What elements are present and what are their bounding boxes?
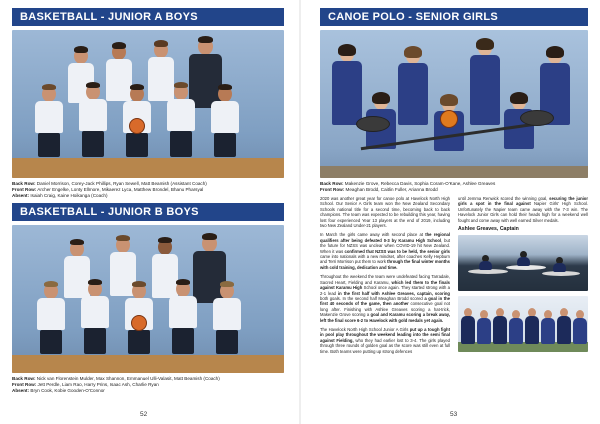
junior-a-absent: Isaiah Craig, Kaine Hoikanga (Coach) (30, 193, 108, 198)
article-paragraph: In March the girls came away with second place at the regional qualifiers after being defeated 0-3 by Karamu High School, but the future for NZSS was unclear when COVID-19 hit New Zealand. When it was confirmed that NZSS was to be held, the senior girls came into nationals with a new mindset, after coaches Kelly Hepburn and Terri Morrison put them to work through the final winter months with cold training, dedication and time. (320, 232, 451, 270)
caption-label: Back Row: (12, 376, 36, 381)
article-column-1 (320, 196, 450, 358)
junior-b-team-photo (12, 225, 284, 373)
junior-a-back-row: Daniel Morrison, Corey-Jack Phillips, Ryan Sewell, Matt Beamish (Assistant Coach) (36, 181, 207, 186)
canoe-polo-caption (320, 181, 588, 193)
right-page (320, 8, 588, 424)
caption-label: Absent: (12, 388, 30, 393)
book-spine (299, 0, 301, 424)
article-body (320, 196, 588, 358)
caption-label: Absent: (12, 193, 30, 198)
junior-a-team-photo (12, 30, 284, 178)
captain-photo-label: Ashlee Greaves, Captain (458, 226, 519, 233)
caption-label: Front Row: (12, 187, 37, 192)
kayak-action-photo (458, 235, 588, 291)
caption-label: Front Row: (320, 187, 345, 192)
caption-label: Back Row: (12, 181, 36, 186)
junior-b-caption (12, 376, 284, 394)
junior-a-caption (12, 181, 284, 199)
junior-a-header: BASKETBALL - JUNIOR A BOYS (12, 8, 284, 26)
article-paragraph: Throughout the weekend the team were undefeated facing Tarradale, Sacred Heart, Fielding and Karamu, which led them to the finals against Karamu High School once again. They started strong with a 2-1 lead in the first half with Ashlee Greaves, captain, scoring both goals. In the second half Meaghan Brodd scored a goal in the first 40 seconds of the game, then another consecutive goal not long after. Finishing with Ashlee Greaves scoring a hat-trick, Makenzie Grove scoring a goal and Karamu scoring a break away, left the final score 6-2 to Havelock with gold medals yet again. (320, 274, 451, 323)
canoe-back-row: Makenzie Grove, Rebecca Davis, Sophia Coram-O'Kane, Ashlee Greaves (344, 181, 496, 186)
page-number-right: 53 (450, 411, 458, 418)
junior-b-back-row: Nick van Florenstein Mulder, Max Shannon, Emmanuel Ulli-Valasit, Matt Beamish (Coach) (36, 376, 220, 381)
page-number-left: 52 (140, 411, 148, 418)
article-paragraph: 2020 was another great year for canoe polo at Havelock North High School. Our Senior A Girls team won the New Zealand Secondary Schools national title for a second time, becoming back to back champions. The team was expected to be rebuilding this year, having lost four experienced Year 13 players at the end of 2019, including two New Zealand Under-21 players. (320, 196, 450, 229)
left-page (12, 8, 284, 424)
canoe-polo-header: CANOE POLO - SENIOR GIRLS (320, 8, 588, 26)
junior-a-front-row: Archer Engelke, Lonty Ellmore, Mikaerez Lyca, Matthew Brondel, Bhanu Pharsyal (37, 187, 204, 192)
junior-b-front-row: Jett Perdle, Liam Rao, Harry Prins, Isaac Ash, Charlie Ryan (37, 382, 159, 387)
canoe-front-row: Meaghan Brodd, Caitlin Fuller, Arianna Brodd (345, 187, 438, 192)
article-paragraph: The Havelock North High School Junior A Girls put up a tough fight in pool play throughout the weekend leading into the semi final against Fielding, who they had earlier lost to 3-4. The girls played through three rounds of golden goal as the score was still even at full time. Both teams were putting up strong defences (320, 326, 450, 354)
article-paragraph: until Jemma Renwick scored the winning goal, securing the junior girls a spot in the final against Napier Girls' High School. Unfortunately the Napier team came away with the 7-3 win. The Havelock Junior Girls can hold their heads high for a weekend well fought and come away with well earned Silver medals. (458, 196, 588, 223)
caption-label: Front Row: (12, 382, 37, 387)
canoe-polo-team-photo (320, 30, 588, 178)
junior-b-header: BASKETBALL - JUNIOR B BOYS (12, 203, 284, 221)
team-group-photo (458, 296, 588, 352)
junior-b-absent: Bryn Cook, Kobie Gooden-O'Connor (30, 388, 105, 393)
article-column-2 (458, 196, 588, 358)
caption-label: Back Row: (320, 181, 344, 186)
